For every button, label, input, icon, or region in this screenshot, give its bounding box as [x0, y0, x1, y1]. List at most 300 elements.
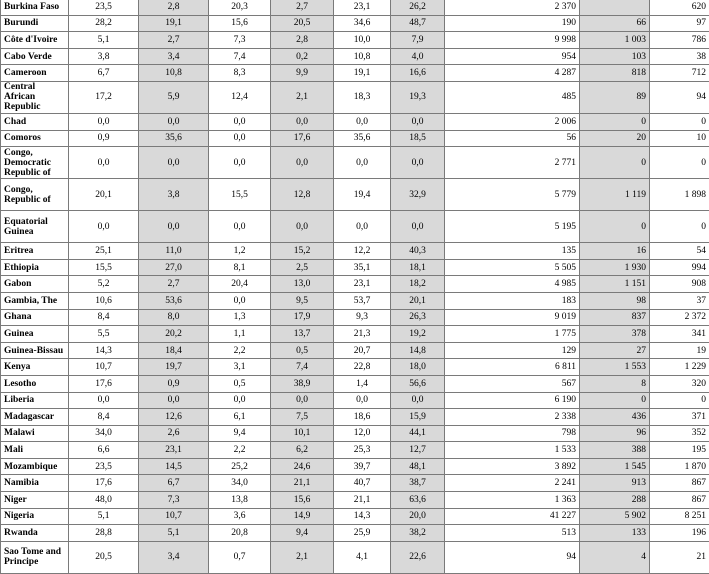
- value-cell: 5 505: [445, 259, 580, 276]
- value-cell: 0,0: [334, 211, 391, 243]
- value-cell: 2,7: [271, 0, 334, 15]
- value-cell: 7,4: [209, 48, 271, 65]
- value-cell: 20,3: [209, 0, 271, 15]
- value-cell: 20,1: [69, 179, 139, 211]
- value-cell: 25,2: [209, 458, 271, 475]
- value-cell: 6 811: [445, 359, 580, 376]
- value-cell: 27,0: [139, 259, 209, 276]
- value-cell: 0,0: [139, 113, 209, 130]
- value-cell: 2,2: [209, 442, 271, 459]
- table-row: [1, 211, 709, 243]
- value-cell: 25,3: [334, 442, 391, 459]
- value-cell: 21: [650, 541, 709, 573]
- value-cell: 3,6: [209, 508, 271, 525]
- country-name-cell: Gambia, The: [1, 292, 69, 309]
- value-cell: 18,0: [391, 359, 445, 376]
- value-cell: 38,9: [271, 375, 334, 392]
- value-cell: 40,3: [391, 243, 445, 260]
- value-cell: 0,0: [391, 147, 445, 179]
- value-cell: 97: [650, 15, 709, 32]
- country-name-cell: Chad: [1, 113, 69, 130]
- value-cell: 27: [580, 342, 650, 359]
- value-cell: 0,0: [334, 147, 391, 179]
- country-name-cell: Lesotho: [1, 375, 69, 392]
- value-cell: 19,4: [334, 179, 391, 211]
- value-cell: [580, 0, 650, 15]
- value-cell: 10,8: [139, 65, 209, 82]
- value-cell: 1 870: [650, 458, 709, 475]
- country-name-cell: Côte d'Ivoire: [1, 32, 69, 49]
- value-cell: 867: [650, 475, 709, 492]
- table-row: [1, 0, 709, 15]
- value-cell: 8,4: [69, 409, 139, 426]
- value-cell: 0: [580, 113, 650, 130]
- value-cell: 16,6: [391, 65, 445, 82]
- table-row: [1, 292, 709, 309]
- country-name-cell: Congo, Republic of: [1, 179, 69, 211]
- value-cell: 4 985: [445, 276, 580, 293]
- value-cell: 35,6: [334, 130, 391, 147]
- value-cell: 24,6: [271, 458, 334, 475]
- value-cell: 13,7: [271, 326, 334, 343]
- value-cell: 21,1: [334, 492, 391, 509]
- value-cell: 786: [650, 32, 709, 49]
- value-cell: 10,0: [334, 32, 391, 49]
- value-cell: 0: [580, 147, 650, 179]
- value-cell: 5,1: [69, 32, 139, 49]
- value-cell: 0,0: [391, 392, 445, 409]
- value-cell: 1 363: [445, 492, 580, 509]
- table-row: [1, 425, 709, 442]
- value-cell: 0,0: [69, 147, 139, 179]
- country-name-cell: Liberia: [1, 392, 69, 409]
- value-cell: 48,1: [391, 458, 445, 475]
- value-cell: 0,0: [139, 147, 209, 179]
- table-row: [1, 179, 709, 211]
- value-cell: 1 003: [580, 32, 650, 49]
- country-name-cell: Madagascar: [1, 409, 69, 426]
- value-cell: 3,8: [139, 179, 209, 211]
- value-cell: 20,7: [334, 342, 391, 359]
- value-cell: 0,0: [209, 130, 271, 147]
- value-cell: 19: [650, 342, 709, 359]
- country-name-cell: Kenya: [1, 359, 69, 376]
- value-cell: 436: [580, 409, 650, 426]
- value-cell: 798: [445, 425, 580, 442]
- value-cell: 954: [445, 48, 580, 65]
- value-cell: 13,8: [209, 492, 271, 509]
- value-cell: 2,1: [271, 81, 334, 113]
- value-cell: 10,7: [69, 359, 139, 376]
- value-cell: 63,6: [391, 492, 445, 509]
- value-cell: 0,0: [209, 113, 271, 130]
- value-cell: 34,0: [209, 475, 271, 492]
- value-cell: 12,7: [391, 442, 445, 459]
- value-cell: 20,8: [209, 525, 271, 542]
- country-name-cell: Burkina Faso: [1, 0, 69, 15]
- value-cell: 0,0: [391, 211, 445, 243]
- value-cell: 9 019: [445, 309, 580, 326]
- value-cell: 22,6: [391, 541, 445, 573]
- value-cell: 2 370: [445, 0, 580, 15]
- value-cell: 567: [445, 375, 580, 392]
- value-cell: 0,0: [334, 113, 391, 130]
- value-cell: 620: [650, 0, 709, 15]
- value-cell: 867: [650, 492, 709, 509]
- table-row: [1, 541, 709, 573]
- value-cell: 7,5: [271, 409, 334, 426]
- value-cell: 994: [650, 259, 709, 276]
- country-name-cell: Guinea: [1, 326, 69, 343]
- value-cell: 14,3: [334, 508, 391, 525]
- value-cell: 53,6: [139, 292, 209, 309]
- value-cell: 0,0: [139, 392, 209, 409]
- country-name-cell: Cabo Verde: [1, 48, 69, 65]
- value-cell: 11,0: [139, 243, 209, 260]
- value-cell: 15,2: [271, 243, 334, 260]
- value-cell: 10: [650, 130, 709, 147]
- value-cell: 196: [650, 525, 709, 542]
- value-cell: 38: [650, 48, 709, 65]
- country-name-cell: Gabon: [1, 276, 69, 293]
- value-cell: 7,3: [209, 32, 271, 49]
- country-name-cell: Cameroon: [1, 65, 69, 82]
- table-row: [1, 492, 709, 509]
- value-cell: 6,2: [271, 442, 334, 459]
- value-cell: 1,1: [209, 326, 271, 343]
- value-cell: 908: [650, 276, 709, 293]
- value-cell: 3,4: [139, 541, 209, 573]
- value-cell: 23,5: [69, 458, 139, 475]
- country-name-cell: Nigeria: [1, 508, 69, 525]
- value-cell: 0: [580, 392, 650, 409]
- country-name-cell: Mozambique: [1, 458, 69, 475]
- value-cell: 10,8: [334, 48, 391, 65]
- value-cell: 19,2: [391, 326, 445, 343]
- value-cell: 7,9: [391, 32, 445, 49]
- value-cell: 0,0: [271, 113, 334, 130]
- value-cell: 1 898: [650, 179, 709, 211]
- value-cell: 22,8: [334, 359, 391, 376]
- value-cell: 2,8: [139, 0, 209, 15]
- value-cell: 18,4: [139, 342, 209, 359]
- table-row: [1, 48, 709, 65]
- value-cell: 9,3: [334, 309, 391, 326]
- value-cell: 48,7: [391, 15, 445, 32]
- table-row: [1, 375, 709, 392]
- value-cell: 6,6: [69, 442, 139, 459]
- table-row: [1, 113, 709, 130]
- value-cell: 14,5: [139, 458, 209, 475]
- value-cell: 9,9: [271, 65, 334, 82]
- value-cell: 23,1: [334, 276, 391, 293]
- country-name-cell: Namibia: [1, 475, 69, 492]
- value-cell: 2 771: [445, 147, 580, 179]
- value-cell: 135: [445, 243, 580, 260]
- value-cell: 16: [580, 243, 650, 260]
- country-name-cell: Malawi: [1, 425, 69, 442]
- value-cell: 2,7: [139, 32, 209, 49]
- value-cell: 3,8: [69, 48, 139, 65]
- value-cell: 0: [650, 211, 709, 243]
- value-cell: 1 151: [580, 276, 650, 293]
- value-cell: 23,1: [334, 0, 391, 15]
- value-cell: 371: [650, 409, 709, 426]
- value-cell: 34,6: [334, 15, 391, 32]
- value-cell: 21,3: [334, 326, 391, 343]
- table-row: [1, 15, 709, 32]
- value-cell: 17,9: [271, 309, 334, 326]
- value-cell: 38,2: [391, 525, 445, 542]
- table-row: [1, 409, 709, 426]
- value-cell: 3,1: [209, 359, 271, 376]
- value-cell: 19,3: [391, 81, 445, 113]
- value-cell: 1 545: [580, 458, 650, 475]
- value-cell: 0,2: [271, 48, 334, 65]
- table-body: [1, 0, 709, 573]
- value-cell: 183: [445, 292, 580, 309]
- value-cell: 0,0: [139, 211, 209, 243]
- value-cell: 8,3: [209, 65, 271, 82]
- value-cell: 10,6: [69, 292, 139, 309]
- value-cell: 25,1: [69, 243, 139, 260]
- country-name-cell: Mali: [1, 442, 69, 459]
- value-cell: 9,4: [209, 425, 271, 442]
- value-cell: 0,0: [69, 113, 139, 130]
- value-cell: 12,2: [334, 243, 391, 260]
- value-cell: 8,1: [209, 259, 271, 276]
- value-cell: 19,7: [139, 359, 209, 376]
- value-cell: 320: [650, 375, 709, 392]
- value-cell: 20,5: [69, 541, 139, 573]
- value-cell: 2 006: [445, 113, 580, 130]
- value-cell: 0,0: [209, 292, 271, 309]
- value-cell: 1,2: [209, 243, 271, 260]
- value-cell: 8,4: [69, 309, 139, 326]
- value-cell: 12,0: [334, 425, 391, 442]
- value-cell: 0,0: [209, 392, 271, 409]
- value-cell: 56,6: [391, 375, 445, 392]
- value-cell: 712: [650, 65, 709, 82]
- value-cell: 0,9: [139, 375, 209, 392]
- value-cell: 6,7: [69, 65, 139, 82]
- value-cell: 23,5: [69, 0, 139, 15]
- value-cell: 8,0: [139, 309, 209, 326]
- value-cell: 40,7: [334, 475, 391, 492]
- value-cell: 7,3: [139, 492, 209, 509]
- value-cell: 2,7: [139, 276, 209, 293]
- value-cell: 14,9: [271, 508, 334, 525]
- country-name-cell: Niger: [1, 492, 69, 509]
- value-cell: 9 998: [445, 32, 580, 49]
- value-cell: 5,1: [139, 525, 209, 542]
- table-row: [1, 65, 709, 82]
- value-cell: 0: [650, 392, 709, 409]
- value-cell: 0,0: [271, 211, 334, 243]
- value-cell: 5 902: [580, 508, 650, 525]
- value-cell: 18,5: [391, 130, 445, 147]
- value-cell: 388: [580, 442, 650, 459]
- value-cell: 39,7: [334, 458, 391, 475]
- table-row: [1, 392, 709, 409]
- value-cell: 12,4: [209, 81, 271, 113]
- value-cell: 26,2: [391, 0, 445, 15]
- value-cell: 2 338: [445, 409, 580, 426]
- value-cell: 0: [650, 113, 709, 130]
- value-cell: 96: [580, 425, 650, 442]
- value-cell: 4 287: [445, 65, 580, 82]
- value-cell: 17,6: [271, 130, 334, 147]
- value-cell: 37: [650, 292, 709, 309]
- value-cell: 38,7: [391, 475, 445, 492]
- value-cell: 4,0: [391, 48, 445, 65]
- value-cell: 14,3: [69, 342, 139, 359]
- table-row: [1, 525, 709, 542]
- table-row: [1, 309, 709, 326]
- value-cell: 20,4: [209, 276, 271, 293]
- value-cell: 513: [445, 525, 580, 542]
- value-cell: 66: [580, 15, 650, 32]
- value-cell: 98: [580, 292, 650, 309]
- value-cell: 0,0: [209, 211, 271, 243]
- value-cell: 2,2: [209, 342, 271, 359]
- value-cell: 1,3: [209, 309, 271, 326]
- value-cell: 2 241: [445, 475, 580, 492]
- value-cell: 6,1: [209, 409, 271, 426]
- value-cell: 9,4: [271, 525, 334, 542]
- value-cell: 17,6: [69, 375, 139, 392]
- country-name-cell: Central African Republic: [1, 81, 69, 113]
- value-cell: 17,2: [69, 81, 139, 113]
- value-cell: 0,7: [209, 541, 271, 573]
- country-name-cell: Ghana: [1, 309, 69, 326]
- value-cell: 8: [580, 375, 650, 392]
- country-name-cell: Congo, Democratic Republic of: [1, 147, 69, 179]
- value-cell: 0,0: [69, 392, 139, 409]
- value-cell: 0,5: [209, 375, 271, 392]
- value-cell: 15,5: [209, 179, 271, 211]
- table-row: [1, 508, 709, 525]
- value-cell: 0: [650, 147, 709, 179]
- value-cell: 23,1: [139, 442, 209, 459]
- value-cell: 837: [580, 309, 650, 326]
- value-cell: 6 190: [445, 392, 580, 409]
- table-row: [1, 32, 709, 49]
- table-row: [1, 475, 709, 492]
- table-row: [1, 147, 709, 179]
- value-cell: 5 779: [445, 179, 580, 211]
- value-cell: 0,0: [334, 392, 391, 409]
- value-cell: 28,8: [69, 525, 139, 542]
- value-cell: 15,5: [69, 259, 139, 276]
- value-cell: 1 119: [580, 179, 650, 211]
- value-cell: 129: [445, 342, 580, 359]
- value-cell: 341: [650, 326, 709, 343]
- table-row: [1, 243, 709, 260]
- value-cell: 89: [580, 81, 650, 113]
- value-cell: 5,9: [139, 81, 209, 113]
- value-cell: 0,0: [209, 147, 271, 179]
- value-cell: 0,9: [69, 130, 139, 147]
- value-cell: 13,0: [271, 276, 334, 293]
- value-cell: 190: [445, 15, 580, 32]
- value-cell: 14,8: [391, 342, 445, 359]
- value-cell: 53,7: [334, 292, 391, 309]
- value-cell: 19,1: [139, 15, 209, 32]
- value-cell: 1 553: [580, 359, 650, 376]
- country-name-cell: Rwanda: [1, 525, 69, 542]
- value-cell: 2,8: [271, 32, 334, 49]
- country-name-cell: Eritrea: [1, 243, 69, 260]
- value-cell: 18,1: [391, 259, 445, 276]
- value-cell: 15,9: [391, 409, 445, 426]
- value-cell: 378: [580, 326, 650, 343]
- value-cell: 94: [650, 81, 709, 113]
- value-cell: 913: [580, 475, 650, 492]
- value-cell: 1 533: [445, 442, 580, 459]
- value-cell: 485: [445, 81, 580, 113]
- value-cell: 12,8: [271, 179, 334, 211]
- value-cell: 12,6: [139, 409, 209, 426]
- value-cell: 352: [650, 425, 709, 442]
- value-cell: 0,0: [391, 113, 445, 130]
- value-cell: 133: [580, 525, 650, 542]
- value-cell: 20,2: [139, 326, 209, 343]
- value-cell: 20,0: [391, 508, 445, 525]
- value-cell: 20,1: [391, 292, 445, 309]
- country-name-cell: Comoros: [1, 130, 69, 147]
- value-cell: 5,1: [69, 508, 139, 525]
- country-name-cell: Sao Tome and Principe: [1, 541, 69, 573]
- value-cell: 10,1: [271, 425, 334, 442]
- value-cell: 15,6: [209, 15, 271, 32]
- table-row: [1, 359, 709, 376]
- value-cell: 0,0: [271, 392, 334, 409]
- value-cell: 9,5: [271, 292, 334, 309]
- value-cell: 17,6: [69, 475, 139, 492]
- value-cell: 4,1: [334, 541, 391, 573]
- value-cell: 6,7: [139, 475, 209, 492]
- country-name-cell: Equatorial Guinea: [1, 211, 69, 243]
- value-cell: 48,0: [69, 492, 139, 509]
- value-cell: 35,1: [334, 259, 391, 276]
- value-cell: 1,4: [334, 375, 391, 392]
- value-cell: 18,6: [334, 409, 391, 426]
- value-cell: 35,6: [139, 130, 209, 147]
- table-row: [1, 458, 709, 475]
- value-cell: 26,3: [391, 309, 445, 326]
- value-cell: 28,2: [69, 15, 139, 32]
- value-cell: 25,9: [334, 525, 391, 542]
- value-cell: 19,1: [334, 65, 391, 82]
- value-cell: 5,5: [69, 326, 139, 343]
- value-cell: 54: [650, 243, 709, 260]
- value-cell: 4: [580, 541, 650, 573]
- value-cell: 1 775: [445, 326, 580, 343]
- table-row: [1, 276, 709, 293]
- value-cell: 94: [445, 541, 580, 573]
- country-name-cell: Ethiopia: [1, 259, 69, 276]
- value-cell: 10,7: [139, 508, 209, 525]
- value-cell: 20,5: [271, 15, 334, 32]
- value-cell: 7,4: [271, 359, 334, 376]
- value-cell: 818: [580, 65, 650, 82]
- value-cell: 288: [580, 492, 650, 509]
- value-cell: 32,9: [391, 179, 445, 211]
- table-row: [1, 326, 709, 343]
- value-cell: 2,6: [139, 425, 209, 442]
- value-cell: 0: [580, 211, 650, 243]
